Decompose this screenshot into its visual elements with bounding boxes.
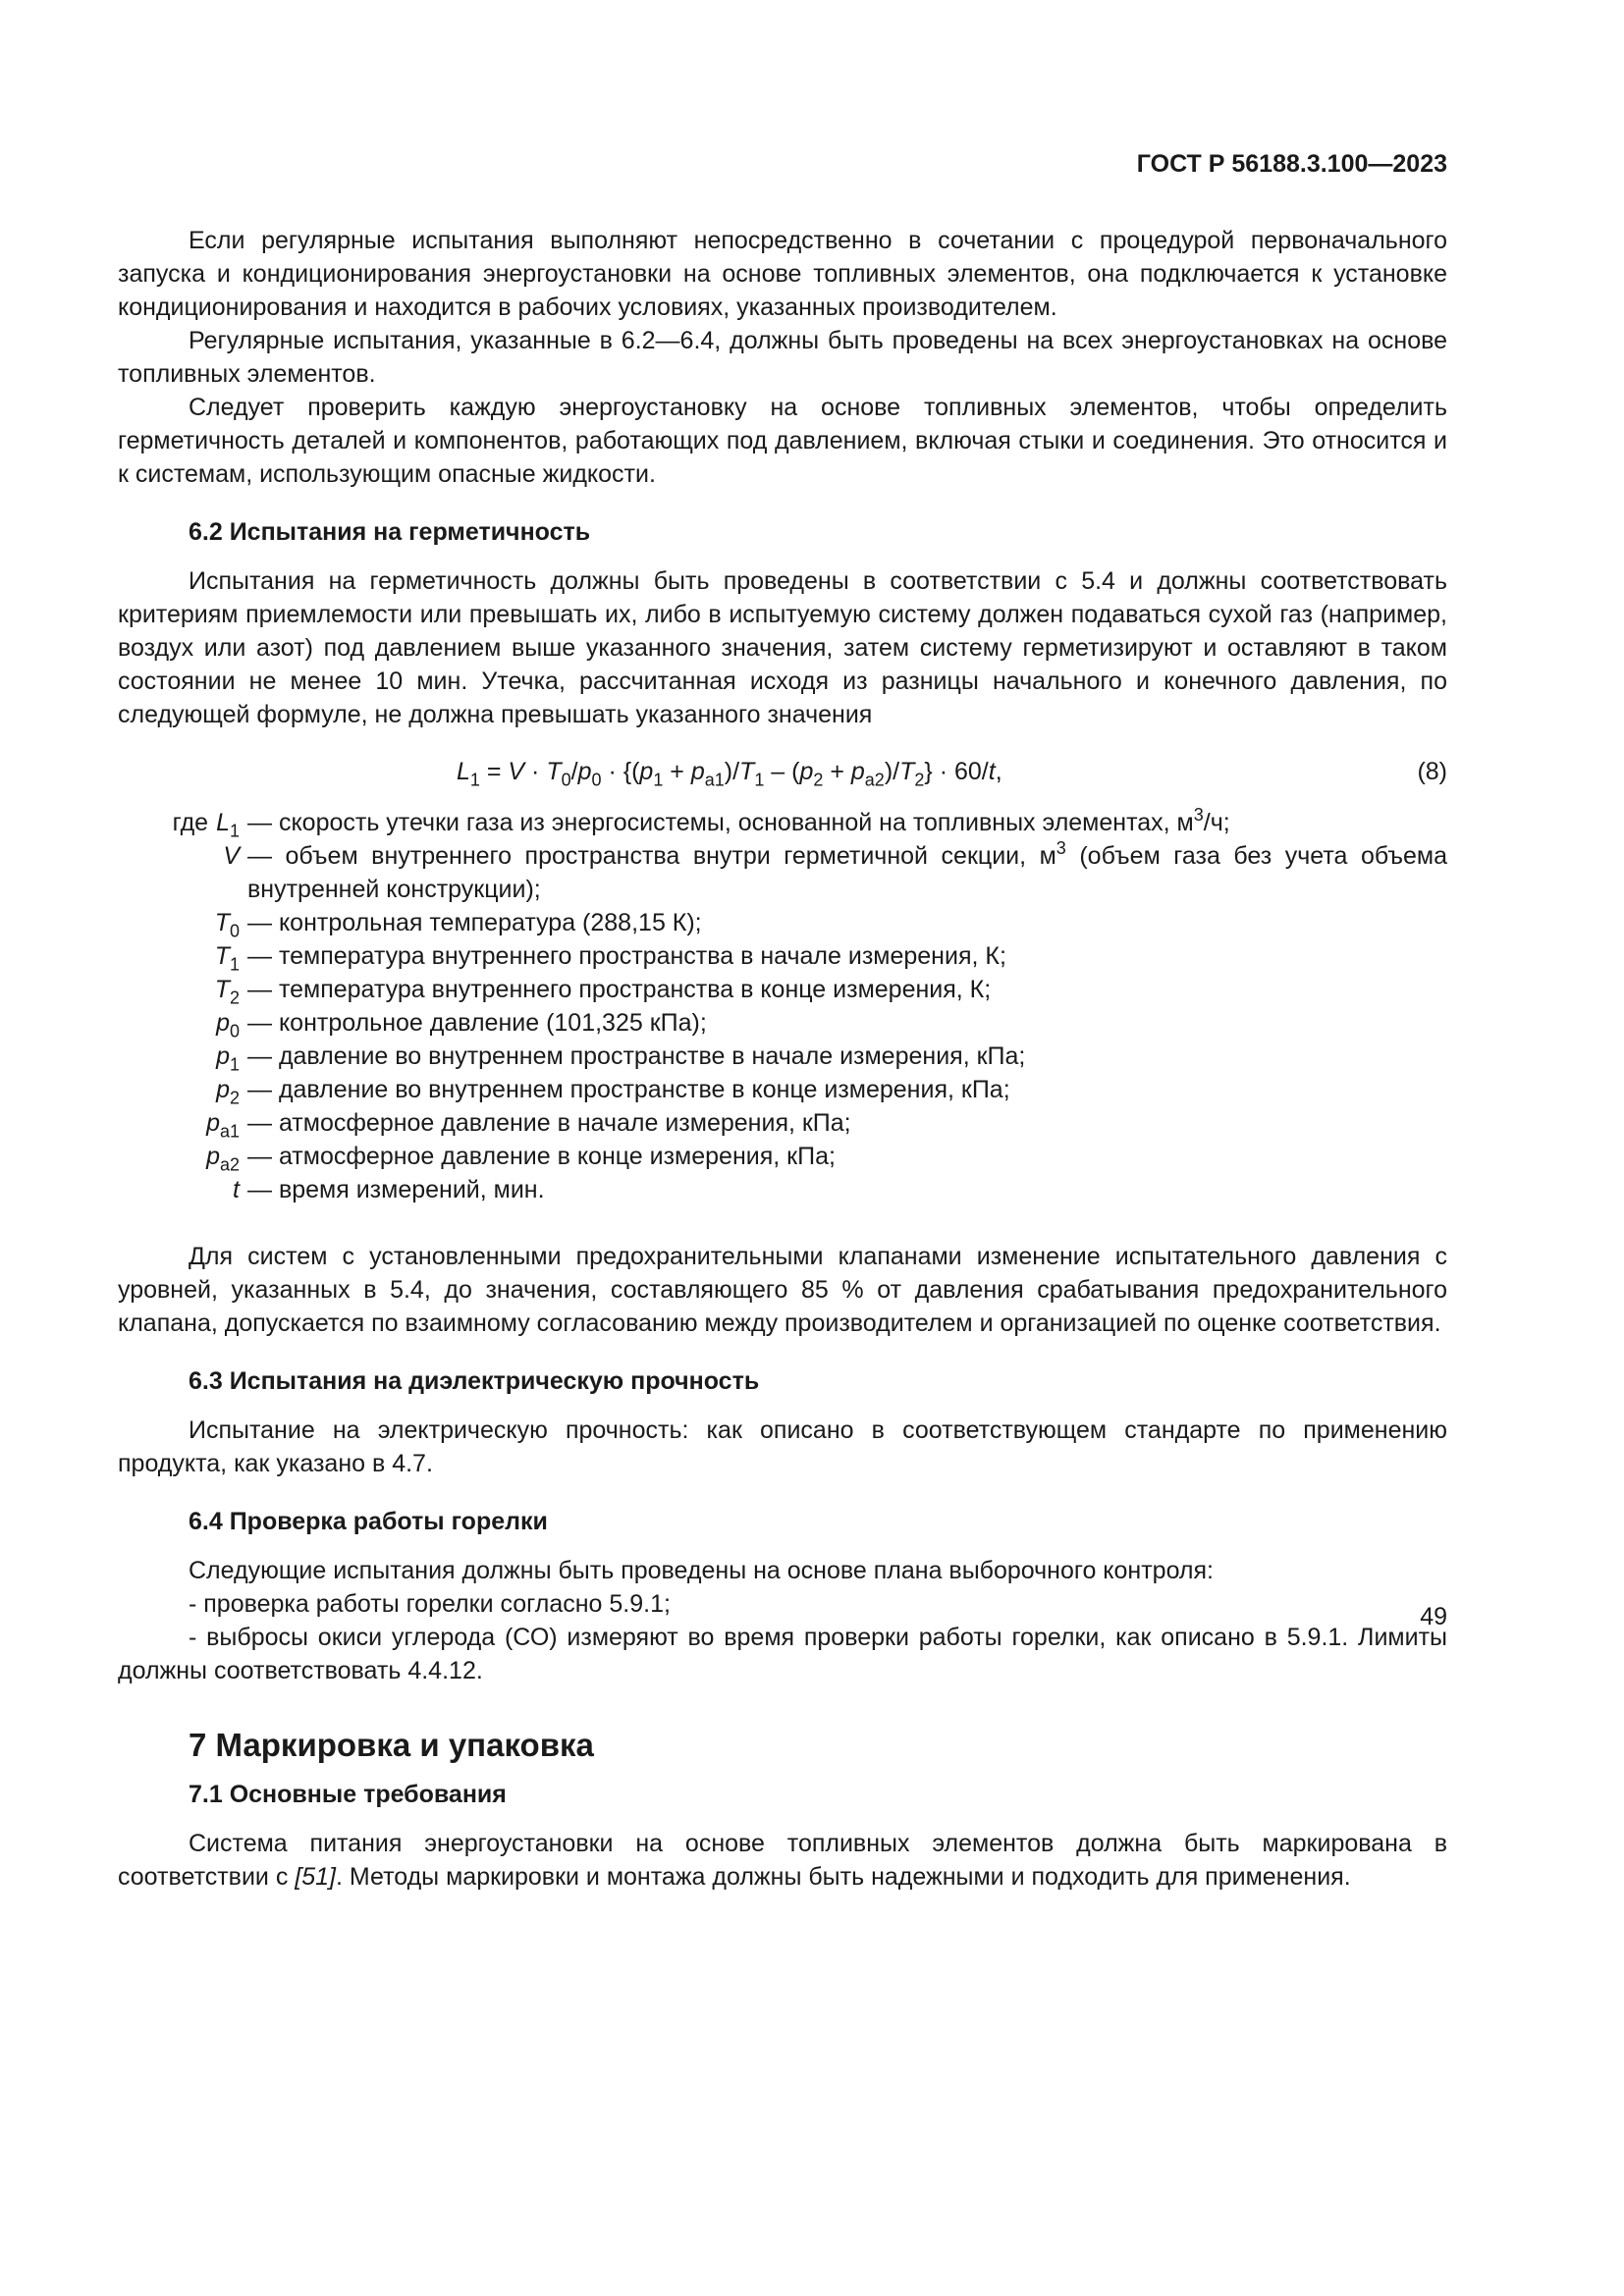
variable-description: — температура внутреннего пространства в начале измерения, К; bbox=[247, 942, 1006, 970]
section-7-heading: 7 Маркировка и упаковка bbox=[189, 1727, 594, 1763]
section-6-2-closing-paragraph: Для систем с установленными предохранительными клапанами изменение испытательного давления с уровней, указанных в 5.4, до значения, составляющего 85 % от давления срабатывания предохранительного клапана, допускается по взаимному согласованию между производителем и организацией по оценке соответствия. bbox=[118, 1243, 1447, 1337]
intro-paragraph-1: Если регулярные испытания выполняют непосредственно в сочетании с процедурой первоначального запуска и кондиционирования энергоустановки на основе топливных элементов, она подключается к установке кондиционирования и находится в рабочих условиях, указанных производителем. bbox=[118, 227, 1447, 321]
variable-symbol: $T_1$ bbox=[214, 942, 240, 975]
section-6-3-paragraph: Испытание на электрическую прочность: как описано в соответствующем стандарте по применению продукта, как указано в 4.7. bbox=[118, 1416, 1447, 1477]
section-6-2-heading: 6.2 Испытания на герметичность bbox=[189, 518, 591, 546]
variable-description: — объем внутреннего пространства внутри герметичной секции, $м^3$ (объем газа без учета объема внутренней конструкции); bbox=[247, 838, 1447, 903]
list-item: - выбросы окиси углерода (СО) измеряют во время проверки работы горелки, как описано в 5.9.1. Лимиты должны соответствовать 4.4.12. bbox=[118, 1624, 1447, 1684]
section-6-4-paragraph: Следующие испытания должны быть проведены на основе плана выборочного контроля: bbox=[189, 1557, 1215, 1584]
section-6-4-heading: 6.4 Проверка работы горелки bbox=[189, 1508, 548, 1535]
where-prefix: где bbox=[172, 809, 209, 836]
formula-number: (8) bbox=[1417, 758, 1447, 785]
variable-description: — атмосферное давление в начале измерения, кПа; bbox=[247, 1109, 851, 1137]
variable-symbol: t bbox=[233, 1176, 240, 1203]
variable-symbol: где $L_1$ bbox=[172, 809, 240, 841]
variable-symbol: $p_2$ bbox=[216, 1076, 240, 1108]
section-7-1-heading: 7.1 Основные требования bbox=[189, 1781, 507, 1808]
variable-description: — давление во внутреннем пространстве в начале измерения, кПа; bbox=[247, 1042, 1026, 1070]
variable-symbol: $p_1$ bbox=[216, 1042, 240, 1075]
section-6-3-heading: 6.3 Испытания на диэлектрическую прочность bbox=[189, 1367, 760, 1395]
variable-row bbox=[118, 1106, 1447, 1140]
variable-row bbox=[118, 1040, 1447, 1073]
variable-row bbox=[118, 1140, 1447, 1173]
variable-row bbox=[118, 1073, 1447, 1106]
section-7-1-paragraph: Система питания энергоустановки на основе топливных элементов должна быть маркирована в соответствии с [51]. Методы маркировки и монтажа должны быть надежными и подходить для применения. bbox=[118, 1830, 1447, 1891]
list-item: - проверка работы горелки согласно 5.9.1; bbox=[189, 1590, 671, 1618]
variable-description: — давление во внутреннем пространстве в конце измерения, кПа; bbox=[247, 1076, 1010, 1103]
document-code: ГОСТ Р 56188.3.100—2023 bbox=[1136, 150, 1447, 178]
variable-description: — контрольное давление (101,325 кПа); bbox=[247, 1009, 707, 1037]
variable-description: — скорость утечки газа из энергосистемы, основанной на топливных элементах, $м^3/ч$; bbox=[247, 805, 1230, 836]
variable-symbol: $p_{a1}$ bbox=[206, 1109, 240, 1142]
page-content bbox=[118, 224, 1447, 1894]
variable-symbol: V bbox=[223, 842, 240, 870]
variable-row bbox=[118, 1173, 1447, 1206]
variable-row bbox=[118, 939, 1447, 973]
variable-definitions bbox=[118, 806, 1447, 1206]
variable-symbol: $p_{a2}$ bbox=[206, 1143, 240, 1175]
variable-row bbox=[118, 906, 1447, 939]
variable-row bbox=[118, 1006, 1447, 1040]
variable-row bbox=[118, 839, 1447, 906]
variable-description: — контрольная температура (288,15 К); bbox=[247, 909, 702, 936]
variable-row bbox=[118, 973, 1447, 1006]
reference-51: [51] bbox=[295, 1863, 336, 1891]
variable-description: — время измерений, мин. bbox=[247, 1176, 545, 1203]
intro-paragraph-3: Следует проверить каждую энергоустановку на основе топливных элементов, чтобы определить герметичность деталей и компонентов, работающих под давлением, включая стыки и соединения. Это относится и к системам, использующим опасные жидкости. bbox=[118, 394, 1447, 488]
variable-description: — атмосферное давление в конце измерения, кПа; bbox=[247, 1143, 836, 1170]
variable-symbol: $p_0$ bbox=[216, 1009, 240, 1041]
variable-row bbox=[118, 806, 1447, 839]
formula-row bbox=[118, 743, 1447, 796]
variable-symbol: $T_2$ bbox=[214, 976, 240, 1008]
leak-rate-formula: $L_1 = V \cdot T_0/p_0 \cdot \{(p_1 + p_{a1})/T_1 - (p_2 + p_{a2})/T_2\} \cdot 60/t$, bbox=[457, 758, 1002, 790]
variable-description: — температура внутреннего пространства в конце измерения, К; bbox=[247, 976, 992, 1003]
intro-paragraph-2: Регулярные испытания, указанные в 6.2—6.4, должны быть проведены на всех энергоустановках на основе топливных элементов. bbox=[118, 327, 1447, 388]
variable-symbol: $T_0$ bbox=[214, 909, 240, 941]
section-6-2-paragraph: Испытания на герметичность должны быть проведены в соответствии с 5.4 и должны соответствовать критериям приемлемости или превышать их, либо в испытуемую систему должен подаваться сухой газ (например, воздух или азот) под давлением выше указанного значения, затем систему герметизируют и оставляют в таком состоянии не менее 10 мин. Утечка, рассчитанная исходя из разницы начального и конечного давления, по следующей формуле, не должна превышать указанного значения bbox=[118, 567, 1447, 728]
page-number: 49 bbox=[1420, 1603, 1447, 1630]
